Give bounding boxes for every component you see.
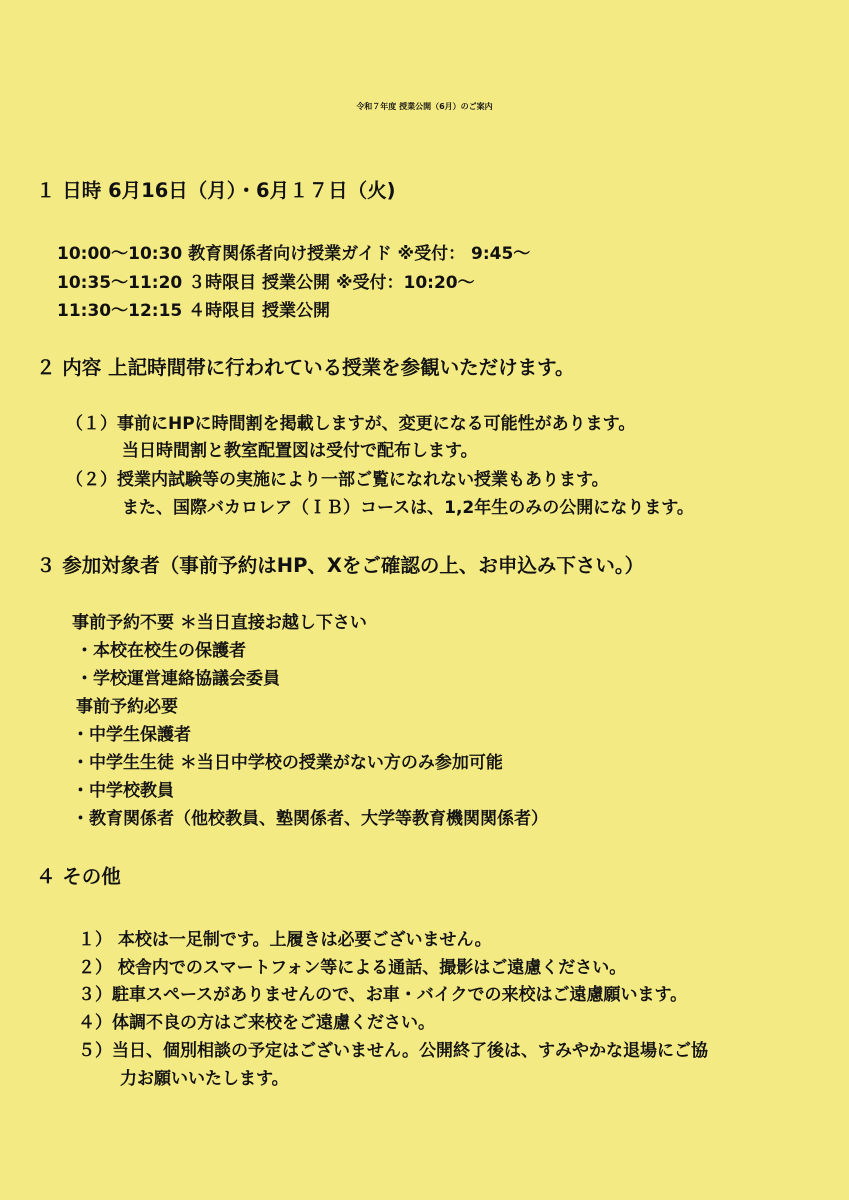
schedule-line: 11:30〜12:15 ４時限目 授業公開 bbox=[57, 301, 331, 321]
other-line: ３）駐車スペースがありませんので、お車・バイクでの来校はご遠慮願います。 bbox=[78, 985, 688, 1005]
other-line: ４）体調不良の方はご来校をご遠慮ください。 bbox=[78, 1013, 435, 1033]
other-line: １） 本校は一足制です。上履きは必要ございません。 bbox=[78, 930, 492, 950]
schedule-line: 10:00〜10:30 教育関係者向け授業ガイド ※受付： 9:45〜 bbox=[57, 244, 531, 264]
note-line: （１）事前にHPに時間割を掲載しますが、変更になる可能性があります。 bbox=[66, 414, 636, 434]
note-line: 当日時間割と教室配置図は受付で配布します。 bbox=[122, 441, 478, 461]
section-4-heading: ４ その他 bbox=[36, 865, 121, 888]
schedule-line: 10:35〜11:20 ３時限目 授業公開 ※受付：10:20〜 bbox=[57, 273, 475, 293]
other-line: ５）当日、個別相談の予定はございません。公開終了後は、すみやかな退場にご協 bbox=[78, 1041, 709, 1061]
page-title: 令和７年度 授業公開（6月）のご案内 bbox=[356, 102, 493, 111]
participant-line: ・本校在校生の保護者 bbox=[76, 641, 246, 661]
section-1-heading: １ 日時 6月16日（月）・6月１７日（火) bbox=[36, 179, 396, 202]
section-2-heading: ２ 内容 上記時間帯に行われている授業を参観いただけます。 bbox=[36, 356, 575, 379]
participant-line: ・中学生保護者 bbox=[72, 725, 191, 745]
section-3-heading: ３ 参加対象者（事前予約はHP、Xをご確認の上、お申込み下さい。） bbox=[36, 554, 645, 577]
participant-line: 事前予約不要 ＊当日直接お越し下さい bbox=[72, 613, 367, 633]
participant-line: ・中学校教員 bbox=[72, 781, 174, 801]
participant-line: 事前予約必要 bbox=[76, 697, 178, 717]
participant-line: ・中学生生徒 ＊当日中学校の授業がない方のみ参加可能 bbox=[72, 753, 503, 773]
participant-line: ・学校運営連絡協議会委員 bbox=[76, 669, 280, 689]
other-line: 力お願いいたします。 bbox=[120, 1069, 289, 1089]
note-line: また、国際バカロレア（ＩＢ）コースは、1,2年生のみの公開になります。 bbox=[122, 498, 694, 518]
other-line: ２） 校舎内でのスマートフォン等による通話、撮影はご遠慮ください。 bbox=[78, 958, 627, 978]
note-line: （２）授業内試験等の実施により一部ご覧になれない授業もあります。 bbox=[66, 470, 609, 490]
participant-line: ・教育関係者（他校教員、塾関係者、大学等教育機関関係者） bbox=[72, 809, 548, 829]
